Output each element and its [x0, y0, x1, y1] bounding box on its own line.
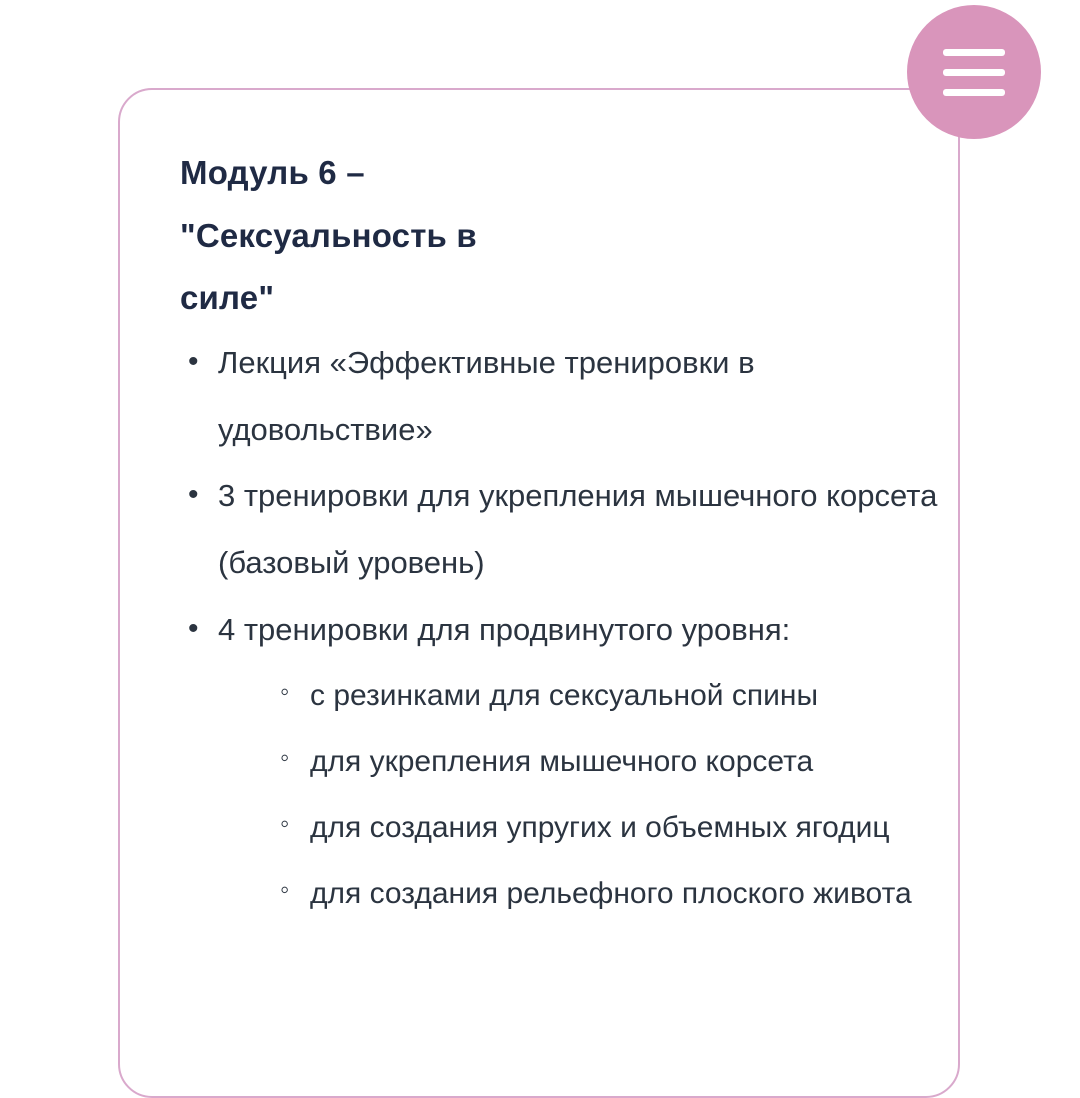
list-item — [180, 463, 940, 596]
list-item-label: • Лекция «Эффективные тренировки в удовольствие» — [218, 330, 940, 463]
sublist-item: ◦ для укрепления мышечного корсета — [276, 729, 940, 795]
sublist-item: ◦ с резинками для сексуальной спины — [276, 663, 940, 729]
page-title-line-1: Модуль 6 – — [180, 154, 365, 191]
list-item — [180, 597, 940, 928]
page-title-line-2: "Сексуальность в — [180, 216, 477, 254]
module-list — [180, 330, 940, 927]
module-content — [180, 142, 940, 927]
list-item-label: • 3 тренировки для укрепления мышечного корсета (базовый уровень) — [218, 463, 940, 596]
hamburger-bar-middle — [943, 69, 1005, 76]
sublist-item: ◦ для создания упругих и объемных ягодиц — [276, 795, 940, 861]
module-sublist — [218, 663, 940, 927]
hamburger-bar-top — [943, 49, 1005, 56]
list-item-label: • 4 тренировки для продвинутого уровня: — [218, 597, 940, 664]
list-item — [180, 330, 940, 463]
hamburger-bar-bottom — [943, 89, 1005, 96]
page-title-line-3: силе" — [180, 279, 275, 317]
sublist-item: ◦ для создания рельефного плоского живота — [276, 861, 940, 927]
hamburger-menu-button[interactable] — [907, 5, 1041, 139]
page-title — [180, 142, 600, 330]
